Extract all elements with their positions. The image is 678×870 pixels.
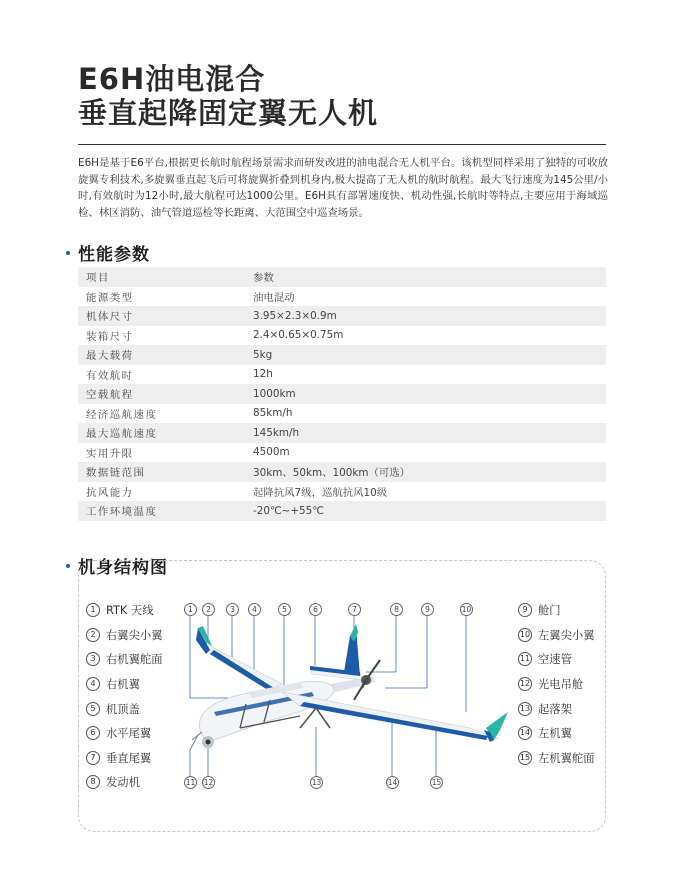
callout-marker: 11 (185, 778, 196, 787)
legend-number: 7 (86, 751, 100, 765)
callout-marker: 4 (248, 603, 261, 616)
legend-number: 6 (86, 726, 100, 740)
legend-label: 垂直尾翼 (106, 751, 152, 765)
legend-number: 10 (518, 628, 532, 642)
legend-label: 发动机 (106, 776, 140, 790)
spec-value: 3.95×2.3×0.9m (253, 306, 606, 326)
legend-label: 左机翼舵面 (538, 751, 595, 765)
legend-number: 5 (86, 702, 100, 716)
spec-value: 1000km (253, 384, 606, 404)
spec-value: 4500m (253, 446, 290, 459)
callout-marker: 7 (348, 603, 361, 616)
legend-label: RTK 天线 (106, 604, 154, 618)
callout-marker: 5 (278, 603, 291, 616)
right-wing (206, 642, 282, 690)
legend-number: 2 (86, 628, 100, 642)
callout-marker: 1 (184, 603, 197, 616)
legend-number: 8 (86, 775, 100, 789)
right-wing-accent (210, 650, 274, 690)
callout-marker: 8 (390, 603, 403, 616)
spec-name: 最大巡航速度 (78, 423, 253, 443)
legend-label: 空速管 (538, 653, 572, 667)
legend-label: 水平尾翼 (106, 727, 152, 741)
spec-value: 5kg (253, 345, 606, 365)
spec-name: 能源类型 (86, 291, 134, 304)
callout-marker: 12 (203, 778, 214, 787)
spec-value: 145km/h (253, 423, 606, 443)
spec-value: 2.4×0.65×0.75m (253, 329, 344, 342)
legend-number: 12 (518, 677, 532, 691)
left-wing-accent (300, 702, 488, 740)
callout-marker: 9 (421, 603, 434, 616)
spec-value: 30km、50km、100km（可选） (253, 462, 606, 482)
spec-name: 有效航时 (86, 369, 134, 382)
title-line-2: 垂直起降固定翼无人机 (78, 96, 379, 130)
spec-name: 装箱尺寸 (86, 330, 134, 343)
legend-number: 4 (86, 677, 100, 691)
legend-number: 14 (518, 726, 532, 740)
callout-marker: 3 (226, 603, 239, 616)
legend-number: 3 (86, 652, 100, 666)
callout-marker: 15 (431, 778, 442, 787)
header-value: 参数 (253, 267, 606, 287)
specs-heading-text: 性能参数 (78, 245, 150, 265)
spec-name: 机体尺寸 (78, 306, 253, 326)
structure-heading-text: 机身结构图 (78, 553, 174, 578)
spec-value: 85km/h (253, 407, 293, 420)
legend-number: 9 (518, 603, 532, 617)
legend-number: 1 (86, 603, 100, 617)
spec-name: 实用升限 (86, 447, 134, 460)
lift-rotor (300, 708, 330, 728)
callout-marker: 10 (461, 605, 472, 614)
legend-number: 13 (518, 702, 532, 716)
pitot-tube (192, 732, 202, 740)
header-item: 项目 (78, 267, 253, 287)
callout-marker: 13 (311, 778, 322, 787)
spec-name: 数据链范围 (78, 462, 253, 482)
spec-value: 12h (253, 368, 273, 381)
callout-marker: 14 (387, 778, 398, 787)
spec-name: 空载航程 (78, 384, 253, 404)
legend-label: 起落架 (538, 702, 572, 716)
legend-label: 左翼尖小翼 (538, 628, 595, 642)
spec-value: 油电混动 (253, 291, 295, 304)
title-line-1: E6H油电混合 (78, 62, 266, 96)
legend-number: 11 (518, 652, 532, 666)
legend-label: 右机翼舵面 (106, 653, 163, 667)
legend-label: 舱门 (538, 604, 561, 618)
drone (192, 624, 508, 748)
callout-marker: 6 (309, 603, 322, 616)
legend-label: 机顶盖 (106, 702, 140, 716)
spec-value: 起降抗风7级，巡航抗风10级 (253, 486, 388, 499)
intro-paragraph: E6H是基于E6平台,根据更长航时航程场景需求而研发改进的油电混合无人机平台。该机型同样采用了独特的可收放旋翼专利技术,多旋翼垂直起飞后可将旋翼折叠到机身内,极大提高了无人机的航时航程。最大飞行速度为145公里/小时,有效航时为12小时,最大航程可达1000公里。E6H具有部署速度快、机动性强,长航时等特点,主要应用于海域巡检、林区消防、油气管道巡检等长距离、大范围空中巡查场景。 (78, 157, 608, 219)
callout-marker: 2 (202, 603, 215, 616)
legend-label: 光电吊舱 (538, 678, 584, 692)
spec-name: 最大载荷 (78, 345, 253, 365)
legend-label: 左机翼 (538, 727, 572, 741)
spec-value: -20℃~+55℃ (253, 501, 606, 521)
camera-lens (206, 740, 211, 745)
spec-name: 经济巡航速度 (86, 408, 158, 421)
spec-name: 抗风能力 (86, 486, 134, 499)
legend-label: 右机翼 (106, 678, 140, 692)
legend-label: 右翼尖小翼 (106, 628, 163, 642)
spec-name: 工作环境温度 (78, 501, 253, 521)
legend-number: 15 (518, 751, 532, 765)
